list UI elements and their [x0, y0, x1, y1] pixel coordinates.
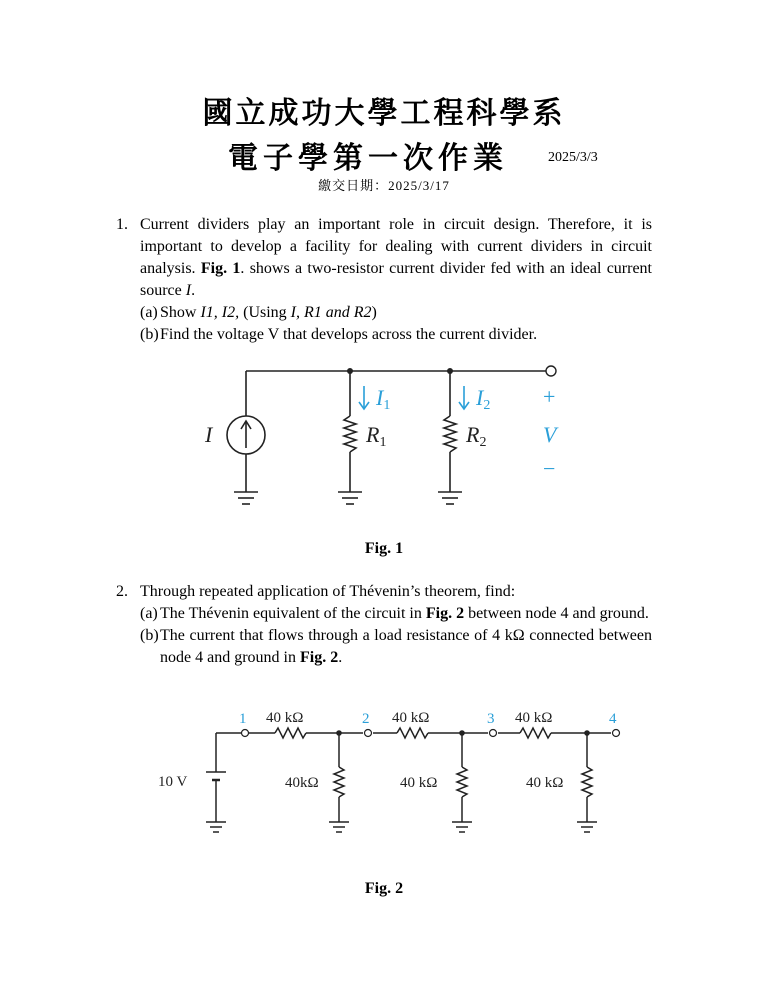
q2a-text-2: between node 4 and ground.: [464, 605, 649, 622]
figure-1-circuit: [190, 360, 580, 520]
question-1-text: [140, 214, 652, 302]
fig1-minus-label: −: [543, 456, 556, 481]
q1b-label: (b): [140, 326, 159, 343]
fig2-node-3: 3: [487, 711, 495, 727]
fig2-node-1: 1: [239, 711, 247, 727]
question-1a: [140, 302, 652, 324]
question-2: [116, 581, 652, 669]
question-1b: [140, 324, 652, 346]
fig2-source-label: 10 V: [158, 774, 188, 790]
figure-2-circuit: [150, 700, 630, 840]
q2b-fig-ref: Fig. 2: [299, 649, 339, 666]
q1a-close: ): [371, 304, 377, 321]
fig1-source-label: I: [205, 422, 213, 447]
q2b-text-1: The current that flows through a load resistance of 4 kΩ connected between node 4 and ground in: [160, 627, 652, 666]
q2a-fig-ref: Fig. 2: [425, 605, 465, 622]
fig2-node-2: 2: [362, 711, 370, 727]
assignment-date: 2025/3/3: [548, 150, 598, 165]
q2a-label: (a): [140, 605, 158, 622]
fig2-shunt-r2: 40 kΩ: [400, 775, 438, 791]
q1b-text: Find the voltage V that develops across the current divider.: [160, 326, 538, 343]
fig1-v-label: V: [543, 422, 557, 447]
q1a-using-vars: I, R1 and R2: [290, 304, 372, 321]
question-2-intro: Through repeated application of Thévenin’s theorem, find:: [140, 583, 516, 600]
due-date: 繳交日期：2025/3/17: [318, 178, 450, 193]
fig2-series-r3: 40 kΩ: [515, 710, 553, 726]
fig1-r2-label: R2: [466, 422, 487, 450]
title-line-2: 電子學第一次作業: [228, 141, 508, 176]
fig2-shunt-r3: 40 kΩ: [526, 775, 564, 791]
q1a-using: (Using: [243, 304, 291, 321]
question-2-number: 2.: [116, 583, 128, 600]
q1-text-end: .: [191, 282, 196, 299]
q2b-text-2: .: [338, 649, 343, 666]
q1-fig-ref: Fig. 1: [200, 260, 241, 277]
fig1-i2-label: I2: [476, 385, 491, 413]
question-2b: [140, 625, 652, 669]
q1a-vars: I1, I2,: [200, 304, 244, 321]
fig2-shunt-r1: 40kΩ: [285, 775, 319, 791]
fig2-series-r2: 40 kΩ: [392, 710, 430, 726]
fig2-series-r1: 40 kΩ: [266, 710, 304, 726]
q2a-text-1: The Thévenin equivalent of the circuit in: [160, 605, 426, 622]
fig1-r1-label: R1: [366, 422, 387, 450]
q1a-label: (a): [140, 304, 158, 321]
fig1-plus-label: +: [543, 384, 556, 409]
q1a-show: Show: [160, 304, 201, 321]
figure-2-caption: Fig. 2: [364, 880, 404, 897]
question-1: [116, 214, 652, 346]
question-2a: [140, 603, 652, 625]
fig2-node-4: 4: [609, 711, 617, 727]
figure-1-caption: Fig. 1: [364, 540, 404, 557]
fig1-i1-label: I1: [376, 385, 391, 413]
q2b-label: (b): [140, 627, 159, 644]
title-line-1: 國立成功大學工程科學系: [202, 96, 566, 131]
q1-var-i: I: [185, 282, 192, 299]
q1-text-1: Current dividers play an important role in circuit design. Therefore, it is important to develop a facility for dealing with current dividers in circuit analysis.: [140, 216, 652, 277]
question-1-number: 1.: [116, 216, 128, 233]
q1-text-2: . shows a two-resistor current divider fed with an ideal current source: [140, 260, 653, 299]
